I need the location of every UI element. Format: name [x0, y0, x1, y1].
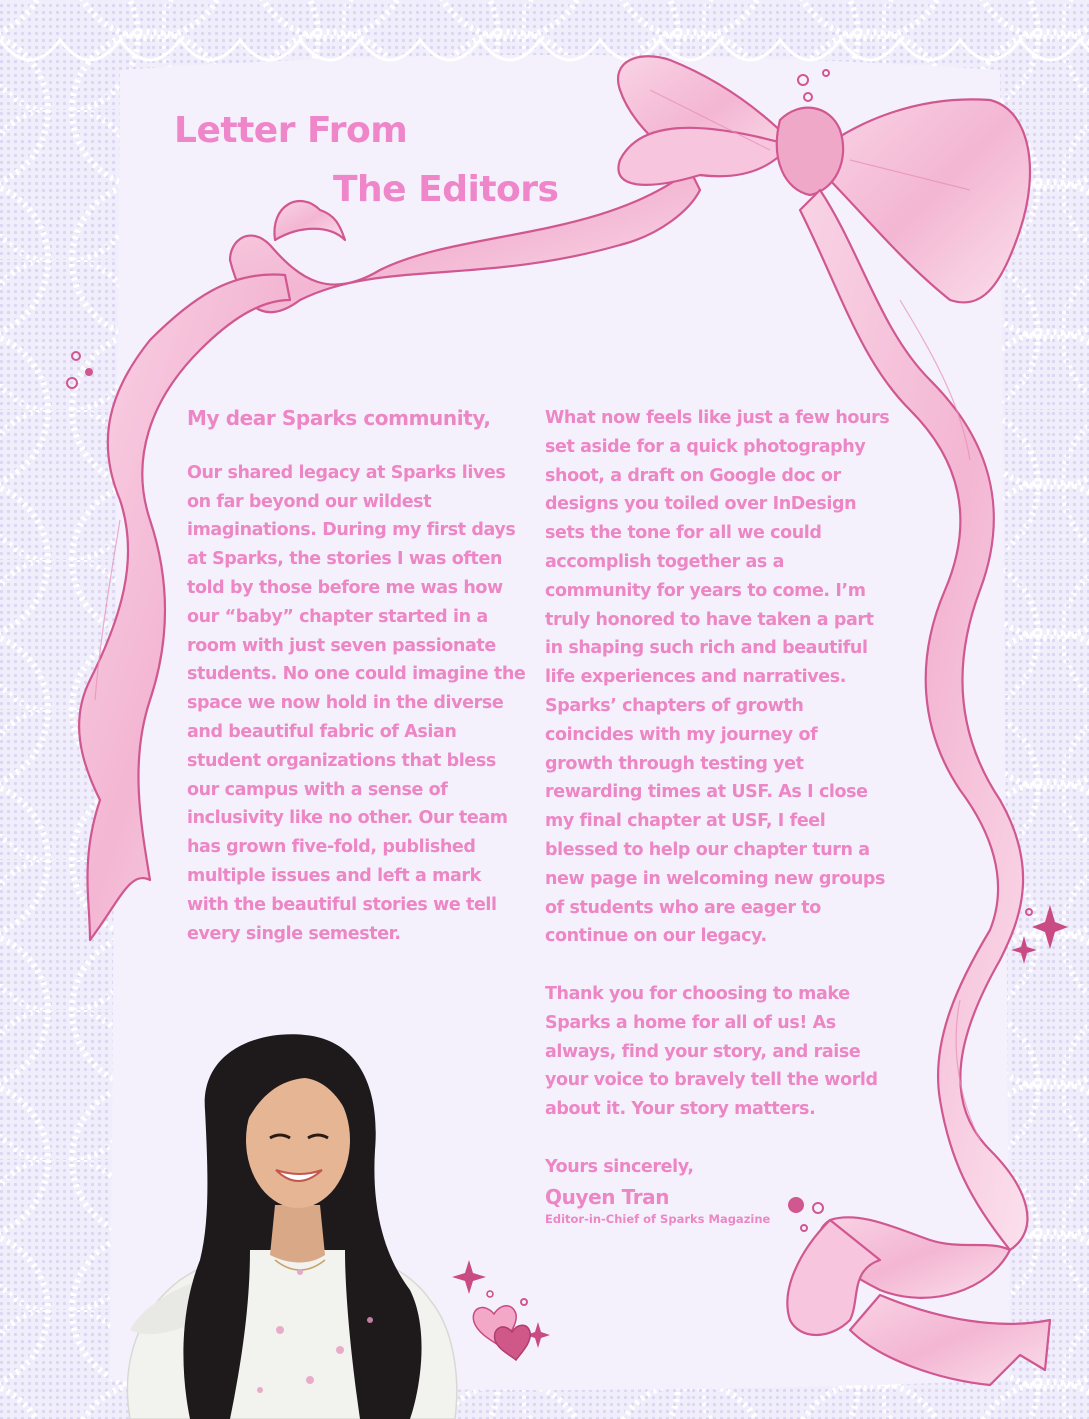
signature-name: Quyen Tran	[545, 1184, 670, 1209]
signature-role: Editor-in-Chief of Sparks Magazine	[545, 1211, 771, 1226]
heart-icon	[473, 1306, 530, 1360]
title-line-1: Letter From	[174, 110, 408, 151]
title-line-2: The Editors	[333, 169, 559, 210]
paragraph-3: Thank you for choosing to make Sparks a home for all of us! As always, find your story, and raise your voice to bravely tell the world about it. Your story matters.	[545, 983, 878, 1120]
greeting: My dear Sparks community,	[187, 406, 491, 430]
bubble-dots	[67, 70, 1032, 1305]
paragraph-1: Our shared legacy at Sparks lives on far beyond our wildest imaginations. During my first days at Sparks, the stories I was often told by those before me was how our “baby” chapter started in a room with just seven passionate students. No one could imagine the space we now hold in the diverse and beautiful fabric of Asian student organizations that bless our campus with a sense of inclusivity like no other. Our team has grown five-fold, published multiple issues and left a mark with the beautiful stories we tell every single semester.	[187, 462, 526, 944]
sparkle-icon	[452, 905, 1068, 1348]
paragraph-2: What now feels like just a few hours set aside for a quick photography shoot, a draft on Google doc or designs you toiled over InDesign sets the tone for all we could accomplish together as a community for years to come. I’m truly honored to have taken a part in shaping such rich and beautiful life experiences and narratives. Sparks’ chapters of growth coincides with my journey of growth through testing yet rewarding times at USF. As I close my final chapter at USF, I feel blessed to help our chapter turn a new page in welcoming new groups of students who are eager to continue on our legacy.	[545, 408, 890, 947]
closing: Yours sincerely,	[545, 1156, 694, 1177]
